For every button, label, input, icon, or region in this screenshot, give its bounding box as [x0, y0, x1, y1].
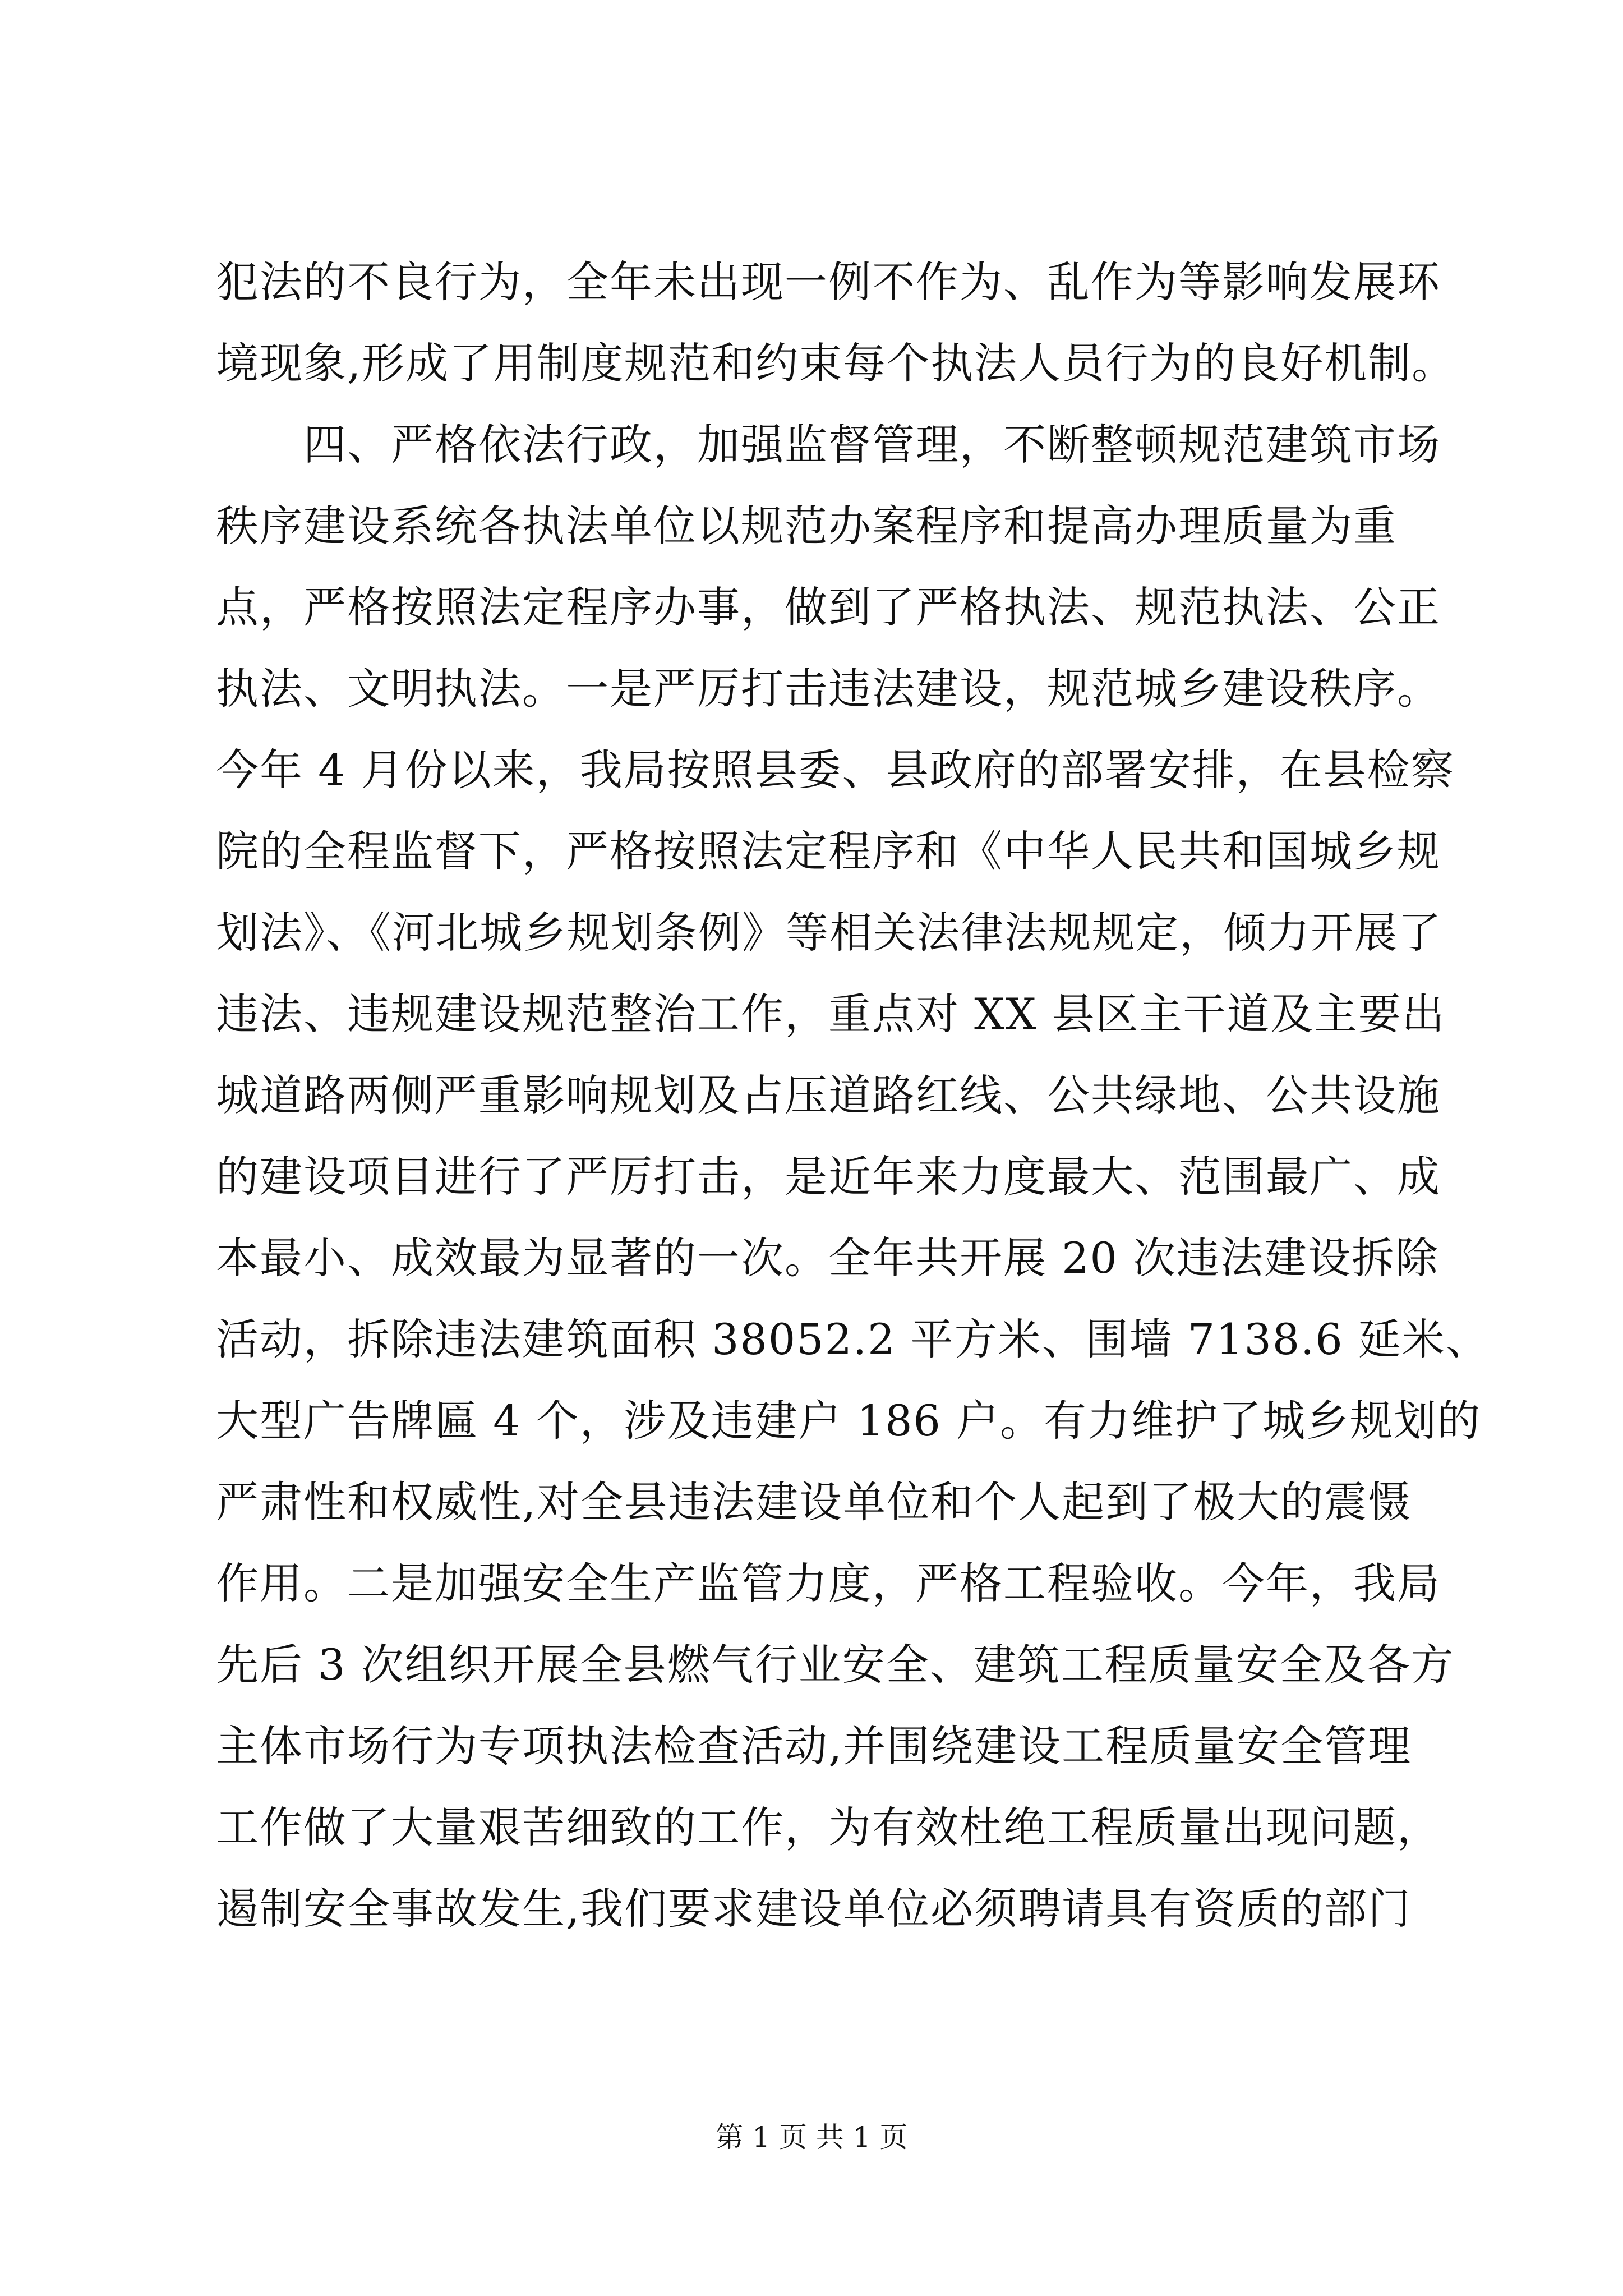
page-footer: 第 1 页 共 1 页 [715, 2121, 908, 2154]
text-line: 犯法的不良行为，全年未出现一例不作为、乱作为等影响发展环 [216, 257, 1441, 307]
text-line: 严肃性和权威性,对全县违法建设单位和个人起到了极大的震慑 [216, 1477, 1412, 1527]
text-line: 院的全程监督下，严格按照法定程序和《中华人民共和国城乡规 [216, 826, 1441, 876]
text-line: 违法、违规建设规范整治工作，重点对 XX 县区主干道及主要出 [216, 989, 1446, 1039]
text-line: 遏制安全事故发生,我们要求建设单位必须聘请具有资质的部门 [216, 1884, 1412, 1934]
text-line: 今年 4 月份以来，我局按照县委、县政府的部署安排，在县检察 [216, 745, 1455, 795]
text-line: 工作做了大量艰苦细致的工作，为有效杜绝工程质量出现问题， [216, 1802, 1441, 1852]
text-line: 划法》、《河北城乡规划条例》等相关法律法规规定，倾力开展了 [216, 908, 1442, 958]
text-line: 主体市场行为专项执法检查活动,并围绕建设工程质量安全管理 [216, 1721, 1412, 1771]
text-line: 城道路两侧严重影响规划及占压道路红线、公共绿地、公共设施 [216, 1070, 1441, 1120]
text-line: 境现象,形成了用制度规范和约束每个执法人员行为的良好机制。 [216, 338, 1456, 388]
text-line: 秩序建设系统各执法单位以规范办案程序和提高办理质量为重 [216, 501, 1397, 551]
text-line: 大型广告牌匾 4 个，涉及违建户 186 户。有力维护了城乡规划的 [216, 1396, 1482, 1446]
text-line: 本最小、成效最为显著的一次。全年共开展 20 次违法建设拆除 [216, 1233, 1440, 1283]
text-line: 点，严格按照法定程序办事，做到了严格执法、规范执法、公正 [216, 582, 1441, 632]
text-line: 的建设项目进行了严厉打击，是近年来力度最大、范围最广、成 [216, 1152, 1441, 1202]
text-line: 先后 3 次组织开展全县燃气行业安全、建筑工程质量安全及各方 [216, 1640, 1455, 1690]
body-text [216, 241, 1490, 1949]
text-line: 作用。二是加强安全生产监管力度，严格工程验收。今年，我局 [216, 1558, 1441, 1608]
text-line: 四、严格依法行政，加强监督管理，不断整顿规范建筑市场 [216, 420, 1441, 470]
text-line: 执法、文明执法。一是严厉打击违法建设，规范城乡建设秩序。 [216, 664, 1441, 714]
text-line: 活动，拆除违法建筑面积 38052.2 平方米、围墙 7138.6 延米、 [216, 1314, 1490, 1364]
